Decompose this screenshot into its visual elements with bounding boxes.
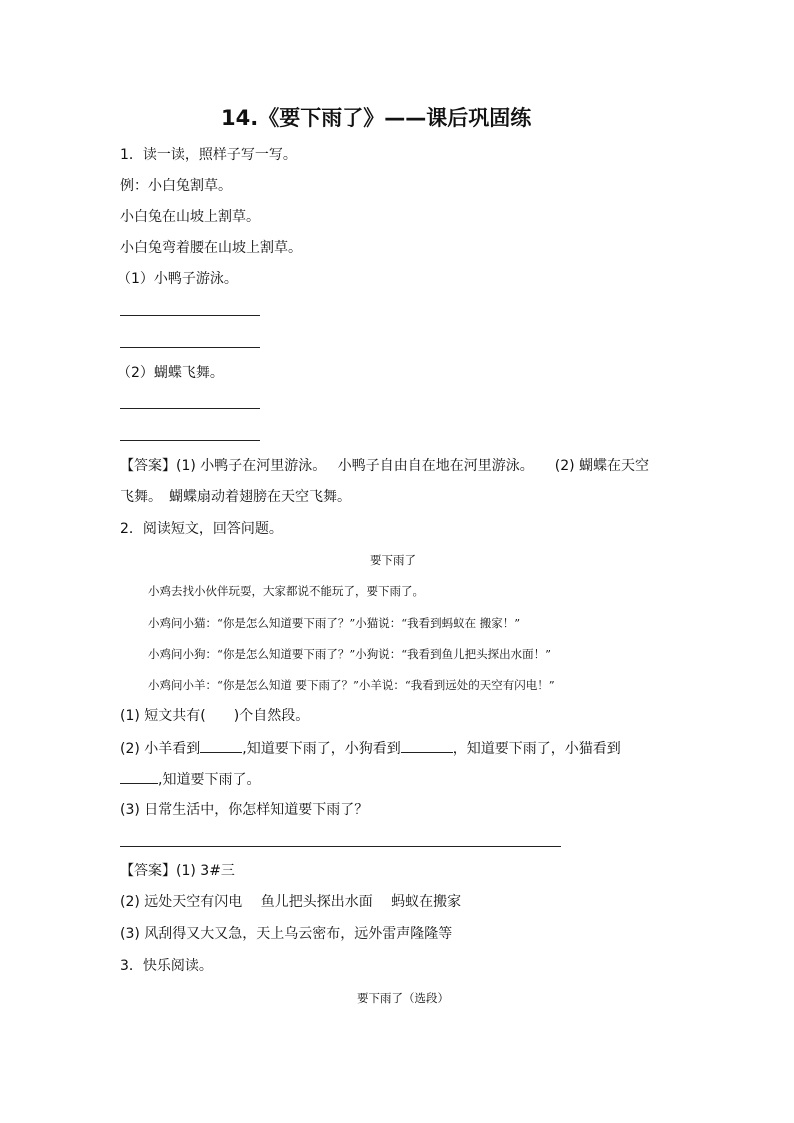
q1-prompt: 1．读一读，照样子写一写。 — [120, 147, 297, 163]
q1-sub2: （2）蝴蝶飞舞。 — [117, 365, 224, 381]
q3-story-title: 要下雨了（选段） — [357, 991, 449, 1005]
q2-sub2-continued — [120, 769, 260, 789]
q2-answer-line-1: 【答案】(1) 3#三 — [120, 863, 235, 879]
q2-sub2-text-b: ,知道要下雨了，小狗看到 — [242, 741, 401, 757]
q2-sub1-text-b: )个自然段。 — [233, 708, 310, 724]
q2-sub2-blank-dog[interactable] — [401, 738, 453, 753]
q2-sub2 — [120, 738, 621, 758]
q1-sub1-answer-line-2[interactable] — [120, 347, 260, 348]
q1-sub2-answer-line-2[interactable] — [120, 440, 260, 441]
page-title: 14.《要下雨了》——课后巩固练 — [221, 106, 532, 130]
q2-answer-line-3: (3) 风刮得又大又急，天上乌云密布，远外雷声隆隆等 — [120, 926, 453, 942]
q2-sub3: (3) 日常生活中，你怎样知道要下雨了？ — [120, 802, 369, 818]
q2-sub2-text-c: ，知道要下雨了，小猫看到 — [452, 741, 621, 757]
q2-story-paragraph-4: 小鸡问小羊：“你是怎么知道 要下雨了？”小羊说：“我看到远处的天空有闪电！” — [148, 678, 555, 692]
q1-sub2-answer-line-1[interactable] — [120, 408, 260, 409]
q2-sub1-text-a: (1) 短文共有( — [120, 708, 206, 724]
q2-answer-line-2: (2) 远处天空有闪电 鱼儿把头探出水面 蚂蚁在搬家 — [120, 894, 462, 910]
q2-sub2-text-a: (2) 小羊看到 — [120, 741, 201, 757]
q2-prompt: 2．阅读短文，回答问题。 — [120, 521, 283, 537]
q2-sub1 — [120, 707, 309, 725]
q2-story-paragraph-3: 小鸡问小狗：“你是怎么知道要下雨了？”小狗说：“我看到鱼儿把头探出水面！” — [148, 647, 552, 661]
q2-story-title: 要下雨了 — [370, 553, 416, 567]
q1-example-2: 小白兔在山坡上割草。 — [120, 209, 260, 225]
q2-story-paragraph-1: 小鸡去找小伙伴玩耍，大家都说不能玩了，要下雨了。 — [148, 584, 424, 598]
q1-sub1-answer-line-1[interactable] — [120, 315, 260, 316]
q2-sub2-blank-sheep[interactable] — [200, 738, 242, 753]
q1-example-1: 例：小白兔割草。 — [120, 178, 232, 194]
q3-prompt: 3．快乐阅读。 — [120, 958, 213, 974]
q2-sub2-text-d: ,知道要下雨了。 — [158, 772, 261, 788]
q2-sub2-blank-cat[interactable] — [120, 769, 158, 784]
q1-answer-line-2: 飞舞。 蝴蝶扇动着翅膀在天空飞舞。 — [120, 489, 351, 505]
q1-sub1: （1）小鸭子游泳。 — [117, 271, 238, 287]
q1-answer-line-1: 【答案】(1) 小鸭子在河里游泳。 小鸭子自由自在地在河里游泳。 (2) 蝴蝶在天空 — [120, 458, 650, 474]
q1-example-3: 小白兔弯着腰在山坡上割草。 — [120, 240, 302, 256]
q2-sub3-answer-line[interactable] — [120, 846, 561, 847]
q2-story-paragraph-2: 小鸡问小猫：“你是怎么知道要下雨了？”小猫说：“我看到蚂蚁在 搬家！” — [148, 616, 521, 630]
